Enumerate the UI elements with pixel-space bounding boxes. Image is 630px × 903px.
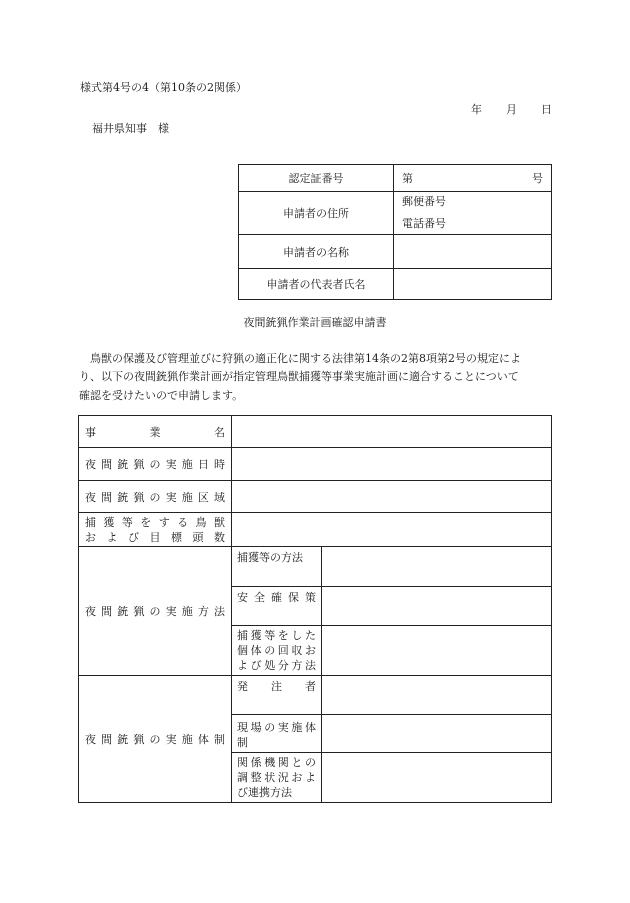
- label-char: 捕: [237, 629, 248, 642]
- label-char: 猟: [133, 458, 145, 471]
- label-char: を: [140, 515, 152, 529]
- label-char: 確: [271, 591, 282, 604]
- date-time-field[interactable]: [232, 448, 552, 481]
- label-char: お: [85, 530, 96, 544]
- system-sub3-label: [232, 753, 322, 803]
- cert-no-prefix: 第: [402, 172, 413, 185]
- label-char: 者: [305, 680, 316, 693]
- label-char: 施: [181, 490, 193, 504]
- label-char: 獲: [103, 515, 115, 529]
- method-sub2-label: [232, 587, 322, 626]
- rep-label: 申請者の代表者氏名: [239, 269, 394, 300]
- label-char: 鳥: [195, 515, 207, 529]
- label-char: 収: [291, 644, 303, 657]
- ss3b-text: [237, 770, 316, 785]
- label-char: 機: [264, 756, 276, 769]
- label-char: 係: [250, 756, 262, 769]
- date-year-label: 年: [471, 103, 482, 116]
- label-char: 実: [277, 721, 289, 734]
- label-char: 日: [197, 458, 209, 471]
- label-char: よ: [106, 530, 118, 544]
- label-char: 体: [250, 644, 262, 657]
- label-char: 獲: [250, 629, 262, 642]
- species-field[interactable]: [232, 513, 552, 547]
- label-char: と: [291, 756, 303, 769]
- method-sub1-label: 捕獲等の方法: [232, 547, 322, 587]
- label-char: た: [304, 629, 316, 642]
- ms3c-text: [237, 658, 316, 673]
- label-char: 実: [165, 733, 177, 746]
- label-char: 猟: [133, 605, 145, 618]
- sp1-text: [79, 515, 231, 530]
- label-char: 猟: [133, 490, 145, 504]
- label-char: 整: [250, 771, 262, 784]
- label-char: 制: [214, 733, 225, 746]
- dt-text: [79, 456, 231, 472]
- label-char: 銃: [117, 458, 129, 471]
- label-char: 実: [165, 490, 177, 504]
- label-char: 施: [181, 458, 193, 471]
- ar-text: [79, 489, 231, 505]
- label-char: 業: [149, 425, 161, 439]
- label-char: の: [149, 458, 161, 471]
- area-label: [79, 481, 232, 513]
- sp2-text: [79, 530, 231, 545]
- label-char: お: [291, 771, 303, 784]
- method-label: [79, 547, 232, 676]
- system-sub1-label: [232, 676, 322, 715]
- ss1-text: [237, 678, 316, 694]
- label-char: の: [149, 605, 161, 618]
- label-char: 関: [237, 756, 248, 769]
- label-char: 夜: [85, 733, 96, 746]
- label-char: 策: [305, 591, 316, 604]
- label-char: 銃: [117, 733, 129, 746]
- label-char: 域: [214, 490, 225, 504]
- label-char: の: [264, 644, 276, 657]
- label-char: 等: [121, 515, 133, 529]
- label-char: 処: [264, 659, 276, 672]
- label-char: び: [250, 659, 262, 672]
- system-label: [79, 676, 232, 803]
- label-char: 調: [237, 771, 248, 784]
- main-table: [78, 415, 552, 803]
- label-char: 方: [197, 605, 209, 618]
- date-day-label: 日: [541, 103, 552, 116]
- document-title: 夜間銃猟作業計画確認申請書: [243, 316, 387, 329]
- system-sub2-field[interactable]: [322, 715, 552, 753]
- label-char: し: [291, 629, 303, 642]
- label-char: 分: [277, 659, 289, 672]
- form-number: 様式第4号の4（第10条の2関係）: [80, 81, 247, 94]
- label-char: 状: [264, 771, 276, 784]
- area-field[interactable]: [232, 481, 552, 513]
- body-line-1: 鳥獣の保護及び管理並びに狩猟の適正化に関する法律第14条の2第8項第2号の規定によ: [90, 352, 521, 365]
- label-char: の: [149, 490, 161, 504]
- label-char: お: [304, 644, 316, 657]
- label-char: 間: [101, 490, 113, 504]
- method-sub3-field[interactable]: [322, 626, 552, 676]
- ms2-text: [237, 589, 316, 605]
- species-label: [79, 513, 232, 547]
- label-char: 猟: [133, 733, 145, 746]
- rep-field[interactable]: [394, 269, 552, 300]
- label-char: 名: [214, 425, 225, 439]
- label-char: 頭: [192, 530, 204, 544]
- label-char: 回: [277, 644, 289, 657]
- label-char: 法: [304, 659, 316, 672]
- label-char: よ: [237, 659, 248, 672]
- label-char: 場: [250, 721, 262, 734]
- bn-text: [79, 424, 231, 440]
- label-char: 間: [101, 733, 113, 746]
- label-char: 施: [291, 721, 303, 734]
- ss3a-text: [237, 755, 316, 770]
- label-char: 事: [85, 425, 96, 439]
- label-char: 夜: [85, 605, 96, 618]
- body-line-2: り、以下の夜間銃猟作業計画が指定管理鳥獣捕獲等事業実施計画に適合することについて: [79, 370, 519, 383]
- label-char: 夜: [85, 458, 96, 471]
- label-char: 捕: [85, 515, 96, 529]
- label-char: の: [149, 733, 161, 746]
- postal-label: 郵便番号: [402, 195, 446, 208]
- label-char: 施: [181, 733, 193, 746]
- label-char: 体: [197, 733, 209, 746]
- mt-text: [79, 603, 231, 619]
- ms3b-text: [237, 643, 316, 658]
- system-sub3-field[interactable]: [322, 753, 552, 803]
- label-char: 目: [149, 530, 161, 544]
- label-char: 安: [237, 591, 248, 604]
- label-char: の: [304, 756, 316, 769]
- business-name-field[interactable]: [232, 416, 552, 448]
- cert-no-field[interactable]: [394, 165, 552, 192]
- label-char: 現: [237, 721, 248, 734]
- label-char: 銃: [117, 490, 129, 504]
- method-sub2-field[interactable]: [322, 587, 552, 626]
- body-line-3: 確認を受けたいので申請します。: [79, 389, 244, 402]
- ss2a-text: [237, 720, 316, 735]
- address-field[interactable]: [394, 192, 552, 235]
- label-char: 個: [237, 644, 248, 657]
- label-char: 銃: [117, 605, 129, 618]
- cert-no-label: 認定証番号: [239, 165, 394, 192]
- label-char: 況: [277, 771, 289, 784]
- address-label: 申請者の住所: [239, 192, 394, 235]
- label-char: す: [158, 515, 170, 529]
- method-sub3-label: [232, 626, 322, 676]
- label-char: 法: [214, 605, 225, 618]
- label-char: 夜: [85, 490, 96, 504]
- date-month-label: 月: [506, 103, 517, 116]
- label-char: 区: [197, 490, 209, 504]
- label-char: 体: [304, 721, 316, 734]
- label-char: 間: [101, 458, 113, 471]
- label-char: 注: [271, 680, 282, 693]
- label-char: 保: [288, 591, 299, 604]
- label-char: 方: [291, 659, 303, 672]
- label-char: よ: [304, 771, 316, 784]
- addressee: 福井県知事 様: [92, 122, 169, 135]
- business-name-label: [79, 416, 232, 448]
- method-sub1-field[interactable]: [322, 547, 552, 587]
- label-char: 関: [277, 756, 289, 769]
- cert-no-suffix: 号: [532, 172, 543, 185]
- label-char: 数: [214, 530, 225, 544]
- label-char: 施: [181, 605, 193, 618]
- label-char: び: [128, 530, 139, 544]
- system-sub3-line3: び連携方法: [237, 786, 292, 799]
- name-field[interactable]: [394, 235, 552, 269]
- system-sub2-line2: 制: [237, 736, 248, 749]
- label-char: 時: [214, 458, 225, 471]
- phone-label: 電話番号: [402, 217, 446, 230]
- label-char: を: [277, 629, 289, 642]
- ms3a-text: [237, 628, 316, 643]
- label-char: 間: [101, 605, 113, 618]
- label-char: 実: [165, 605, 177, 618]
- name-label: 申請者の名称: [239, 235, 394, 269]
- date-time-label: [79, 448, 232, 481]
- label-char: 等: [264, 629, 276, 642]
- sy-text: [79, 731, 231, 747]
- label-char: 標: [171, 530, 182, 544]
- label-char: 発: [237, 680, 248, 693]
- label-char: 全: [254, 591, 265, 604]
- applicant-table: [238, 164, 552, 300]
- system-sub1-field[interactable]: [322, 676, 552, 715]
- system-sub2-label: [232, 715, 322, 753]
- label-char: 実: [165, 458, 177, 471]
- label-char: 獣: [213, 515, 225, 529]
- label-char: の: [264, 721, 276, 734]
- label-char: る: [177, 515, 189, 529]
